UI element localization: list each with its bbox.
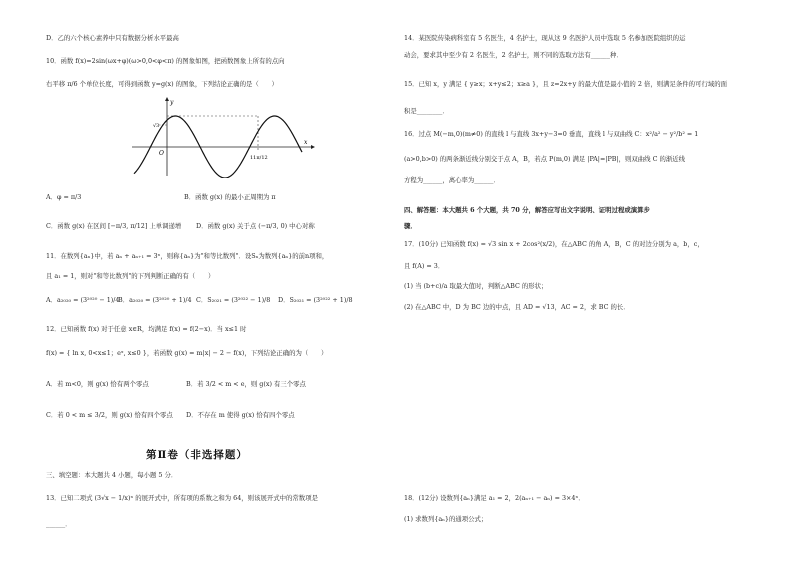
origin-label: O [159, 150, 164, 157]
q12-stem-line2: f(x) = { ln x, 0<x≤1；eˣ, x≤0 }，若函数 g(x) = m|x| − 2 − f(x)，下列结论正确的为（ ） [46, 349, 328, 357]
q9-option-d: D．乙的六个核心素养中只有数据分析水平最高 [46, 34, 179, 42]
q18-line1: 18．(12分) 设数列{aₙ}满足 a₁ = 2，2(aₙ₊₁ − aₙ) = 3×4ⁿ． [404, 494, 585, 502]
x-axis-arrow [311, 145, 315, 149]
q14-line1: 14．某医院传染病科室有 5 名医生，4 名护士，现从这 9 名医护人员中选取 5 名参加医院组织的运 [404, 34, 686, 42]
q12-option-a: A．若 m<0，则 g(x) 恰有两个零点 [46, 380, 149, 388]
q17-line2: 且 f(A) = 3． [404, 262, 445, 270]
part-two-title: 第Ⅱ卷（非选择题） [146, 449, 248, 461]
q15-line1: 15．已知 x，y 满足 { y≥x；x+y≤2；x≥a }，且 z=2x+y 的最大值是最小值的 2 倍，则满足条件的可行域的面 [404, 80, 728, 88]
q15-line2: 积是________． [404, 107, 449, 115]
q11-option-a: A．a₂₀₂₀ = (3²⁰²⁰ − 1)/4 [46, 296, 120, 304]
section-three-heading: 三、填空题：本大题共 4 小题，每小题 5 分． [46, 471, 178, 479]
q12-option-d: D．不存在 m 使得 g(x) 恰有四个零点 [186, 411, 295, 419]
q10-option-d: D．函数 g(x) 关于点 (−π/3, 0) 中心对称 [196, 222, 315, 230]
q11-stem-line1: 11．在数列{aₙ}中，若 aₙ + aₙ₊₁ = 3ⁿ，则称{aₙ}为"和等比数列"．设Sₙ为数列{aₙ}的前n项和， [46, 252, 329, 260]
q10-option-c: C．函数 g(x) 在区间 [−π/3, π/12] 上单调递增 [46, 222, 182, 230]
x-axis-label: x [304, 139, 308, 146]
q17-part2: (2) 在△ABC 中，D 为 BC 边的中点，且 AD = √13，AC = 2，求 BC 的长． [404, 303, 630, 311]
q10-stem-line2: 右平移 π/6 个单位长度，可得到函数 y=g(x) 的图象，下列结论正确的是（ ） [46, 80, 278, 88]
left-column [46, 0, 371, 562]
q16-line3: 方程为______，离心率为______． [404, 176, 500, 184]
q13-stem: 13．已知二项式 (3√x − 1/x)ⁿ 的展开式中，所有项的系数之和为 64，则该展开式中的常数项是 [46, 494, 318, 502]
q11-option-c: C．S₂₀₂₁ = (3²⁰²² − 1)/8 [196, 296, 271, 304]
q10-option-b: B．函数 g(x) 的最小正周期为 π [184, 193, 276, 201]
right-column [404, 0, 734, 562]
q16-line1: 16．过点 M(−m,0)(m≠0) 的直线 l 与直线 3x+y−3=0 垂直，直线 l 与双曲线 C：x²/a² − y²/b² = 1 [404, 130, 699, 138]
y-axis-arrow [165, 97, 169, 101]
sine-graph [126, 96, 316, 178]
q11-stem-line2: 且 a₁ = 1，则对"和等比数列"的下列判断正确的有（ ） [46, 272, 215, 280]
q11-option-b: B．a₂₀₂₀ = (3²⁰²⁰ + 1)/4 [118, 296, 192, 304]
q12-option-c: C．若 0 < m ≤ 3/2，则 g(x) 恰有四个零点 [46, 411, 173, 419]
q18-part1: (1) 求数列{aₙ}的通项公式； [404, 515, 488, 523]
q10-option-a: A．φ = π/3 [46, 193, 82, 201]
x-tick-label: 11π/12 [250, 155, 268, 161]
y-tick-label: √3 [153, 123, 160, 129]
q12-option-b: B．若 3/2 < m < e，则 g(x) 有三个零点 [186, 380, 306, 388]
q10-stem-line1: 10．函数 f(x)=2sin(ωx+φ)(ω>0,0<φ<π) 的图象如图，把函数图象上所有的点向 [46, 57, 285, 65]
q13-answer-blank: ______． [46, 520, 72, 528]
y-axis-label: y [170, 99, 174, 106]
q16-line2: (a>0,b>0) 的两条渐近线分别交于点 A，B，若点 P(m,0) 满足 |PA|=|PB|，则双曲线 C 的渐近线 [404, 155, 686, 163]
section-four-heading-line1: 四、解答题：本大题共 6 个大题，共 70 分，解答应写出文字说明、证明过程或演算步 [404, 206, 650, 214]
section-four-heading-line2: 骤． [404, 222, 417, 230]
q17-part1: (1) 当 (b+c)/a 取最大值时，判断△ABC 的形状； [404, 282, 548, 290]
q11-option-d: D．S₂₀₂₁ = (3²⁰²² + 1)/8 [278, 296, 353, 304]
q12-stem-line1: 12．已知函数 f(x) 对于任意 x∈R，均满足 f(x) = f(2−x)．当 x≤1 时 [46, 325, 247, 333]
q17-line1: 17．(10分) 已知函数 f(x) = √3 sin x + 2cos²(x/2)，在△ABC 的角 A，B，C 的对边分别为 a，b，c， [404, 240, 704, 248]
q14-line2: 动会，要求其中至少有 2 名医生，2 名护士，则不同的选取方法有______种． [404, 51, 623, 59]
